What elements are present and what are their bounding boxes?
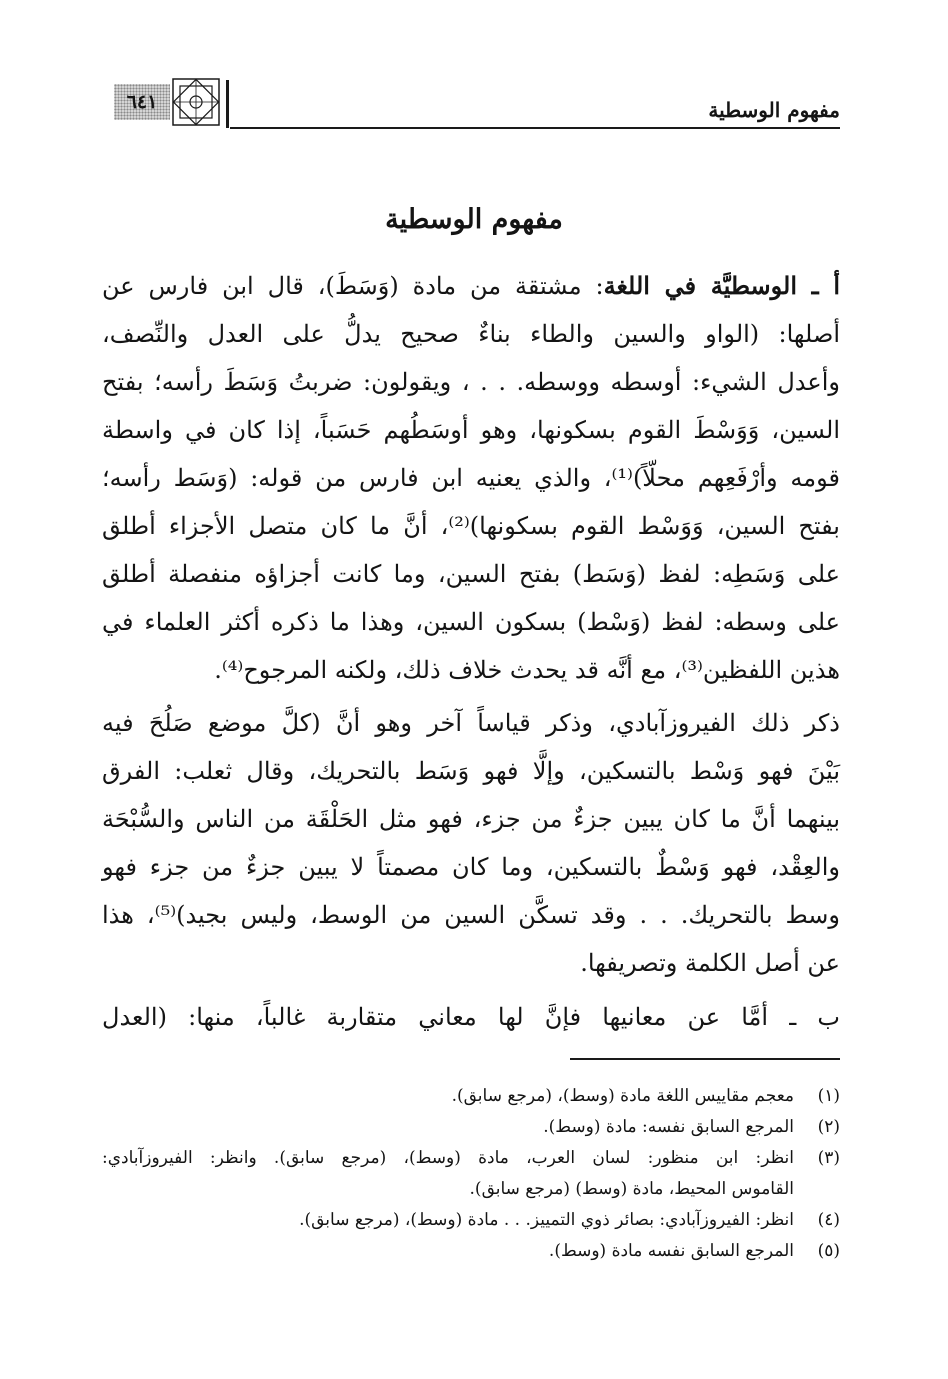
footnote-number: (٢) <box>817 1117 840 1137</box>
text-line: ب ـ أمَّا عن معانيها فإنَّ لها معاني متقاربة غالباً، منها: (العدل <box>102 1003 841 1031</box>
text-line: بينهما أنَّ ما كان يبين جزءٌ من جزء، فهو مثل الحَلْقَة من الناس والسُّبْحَة <box>102 805 840 833</box>
header-divider-bar <box>226 80 229 128</box>
footnote-number: (٣) <box>817 1148 840 1168</box>
text-line: أصلها: (الواو والسين والطاء بناءٌ صحيح يدلُّ على العدل والنِّصف، <box>102 320 840 348</box>
text-line: بفتح السين، وَوَسْط القوم بسكونها)⁽²⁾، أنَّ ما كان متصل الأجزاء أطلق <box>102 512 840 540</box>
footnote <box>102 1205 840 1236</box>
text-line: وأعدل الشيء: أوسطه ووسطه. . . ، ويقولون: ضربتُ وَسَطَ رأسه؛ بفتح <box>102 368 840 396</box>
text-line: ذكر ذلك الفيروزآبادي، وذكر قياساً آخر وهو أنَّ (كلَّ موضع صَلُحَ فيه <box>102 709 840 737</box>
footnote <box>102 1143 840 1205</box>
footnote-number: (٤) <box>817 1210 840 1230</box>
paragraph-1 <box>102 262 840 694</box>
footnote-text: معجم مقاييس اللغة مادة (وسط)، (مرجع سابق). <box>451 1086 794 1106</box>
text-line: وسط بالتحريك. . . وقد تسكَّن السين من الوسط، وليس بجيد)⁽⁵⁾، هذا <box>102 901 840 929</box>
footnotes <box>102 1081 840 1267</box>
footnote-text: المرجع السابق نفسه: مادة (وسط). <box>543 1117 794 1137</box>
text-line: السين، وَوَسْطَ القوم بسكونها، وهو أوسَطُهم حَسَباً، إذا كان في واسطة <box>102 416 840 444</box>
running-header-title: مفهوم الوسطية <box>708 98 840 122</box>
text-fragment: : مشتقة من مادة (وَسَطَ)، قال ابن فارس عن <box>102 272 604 300</box>
footnote-text: المرجع السابق نفسه مادة (وسط). <box>548 1241 794 1261</box>
paragraph-3 <box>102 993 840 1041</box>
page-number-box <box>114 84 170 120</box>
footnote-text: القاموس المحيط، مادة (وسط) (مرجع سابق). <box>469 1179 794 1199</box>
text-line: على وَسَطِه: لفظ (وَسَط) بفتح السين، وما كانت أجزاؤه منفصلة أطلق <box>102 560 840 588</box>
page-number: ٦٤١ <box>126 91 158 113</box>
text-line: على وسطه: لفظ (وَسْط) بسكون السين، وهذا ما ذكره أكثر العلماء في <box>102 608 841 636</box>
paragraph-2 <box>102 699 840 987</box>
text-line <box>102 262 840 310</box>
footnote-text: انظر: الفيروزآبادي: بصائر ذوي التمييز. . . مادة (وسط)، (مرجع سابق). <box>299 1210 794 1230</box>
page-title: مفهوم الوسطية <box>385 204 563 235</box>
header-rule <box>230 127 840 129</box>
footnote-number: (١) <box>817 1086 840 1106</box>
section-heading-a: أ ـ الوسطيَّة في اللغة <box>603 271 840 300</box>
text-line: بَيْنَ فهو وَسْط بالتسكين، وإلَّا فهو وَسَط بالتحريك، وقال ثعلب: الفرق <box>102 757 840 785</box>
footnote <box>102 1236 840 1267</box>
footnote-number: (٥) <box>817 1241 840 1261</box>
footnote-text: انظر: ابن منظور: لسان العرب، مادة (وسط)، (مرجع سابق). وانظر: الفيروزآبادي: <box>102 1148 794 1168</box>
text-line: هذين اللفظين⁽³⁾، مع أنَّه قد يحدث خلاف ذلك، ولكنه المرجوح⁽⁴⁾. <box>214 656 840 684</box>
text-line: عن أصل الكلمة وتصريفها. <box>580 949 840 977</box>
text-line: والعِقْد، فهو وَسْطٌ بالتسكين، وما كان مصمتاً لا يبين جزءٌ من جزء فهو <box>102 853 840 881</box>
footnote <box>102 1112 840 1143</box>
text-line: قومه وأرْفَعِهم محلّاً)⁽¹⁾، والذي يعنيه ابن فارس من قوله: (وَسَط رأسه؛ <box>102 464 840 492</box>
footnote-rule <box>570 1058 840 1060</box>
ornament-icon <box>172 78 220 126</box>
footnote <box>102 1081 840 1112</box>
